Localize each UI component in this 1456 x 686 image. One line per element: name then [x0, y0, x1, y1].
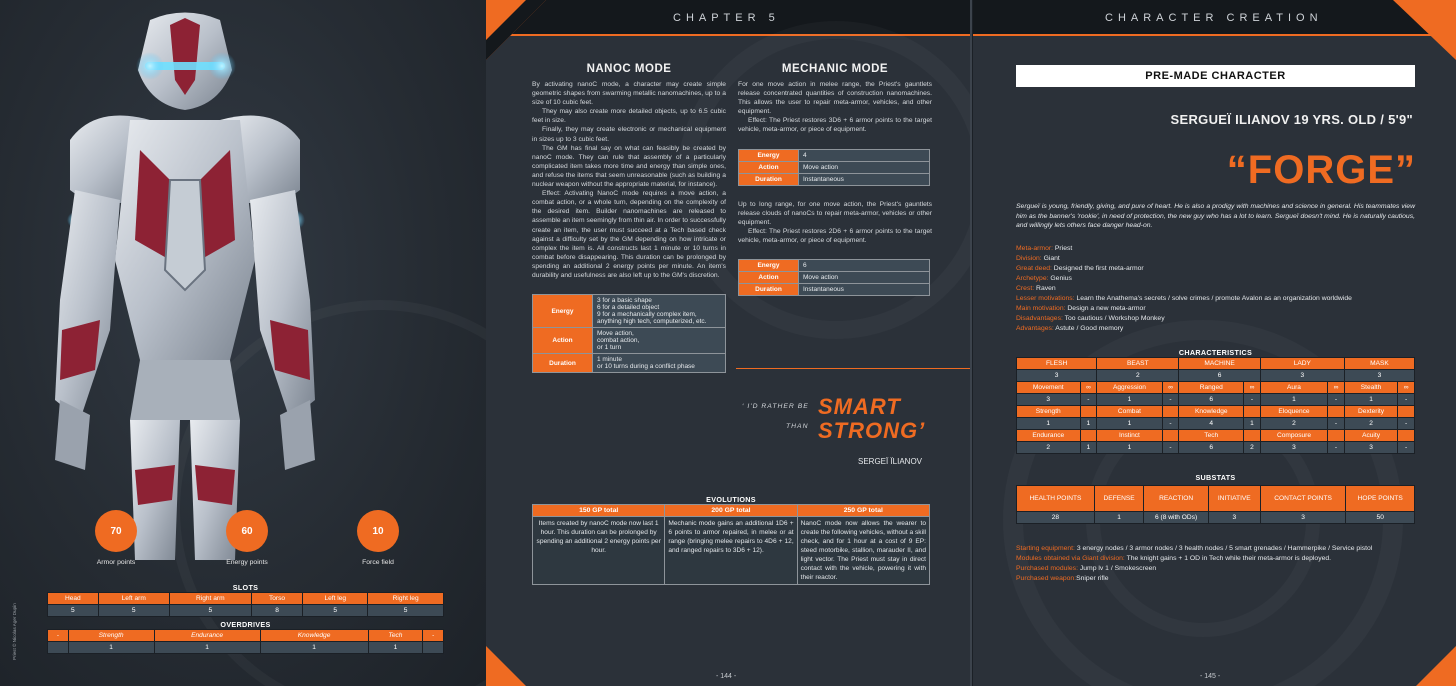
paragraph: They may also create more detailed objects, up to 6.5 cubic feet in size. [532, 108, 726, 125]
overdrive-symbol [1398, 430, 1415, 442]
characteristics-block [1016, 348, 1415, 454]
info-line [1016, 294, 1416, 304]
overdrive-symbol: ∞ [1398, 382, 1415, 394]
characteristic-value: 1 [1097, 394, 1162, 406]
evolution-header: 150 GP total [533, 505, 665, 517]
overdrive-symbol: ∞ [1328, 382, 1345, 394]
overdrive-value [423, 642, 444, 654]
energy-points-label: Energy points [226, 559, 268, 566]
info-line [1016, 314, 1416, 324]
overdrive-value: 1 [68, 642, 154, 654]
overdrive-symbol [1328, 406, 1345, 418]
info-label: Advantages: [1016, 325, 1054, 332]
substat-header: CONTACT POINTS [1260, 486, 1346, 512]
page-145 [973, 0, 1456, 686]
force-field-label: Force field [362, 559, 394, 566]
aspect-value: 6 [1179, 370, 1261, 382]
characteristic-value: 6 [1179, 442, 1244, 454]
substat-value: 50 [1346, 512, 1415, 524]
characteristic-name: Dexterity [1344, 406, 1397, 418]
overdrive-symbol [1080, 430, 1097, 442]
paragraph: The GM has final say on what can feasibly be created by nanoC mode. They can rule that assembly of a particularly complicated item takes more time and energy than simple ones, and refuse the items that seem unreasonable (such as building a nuclear weapon without the appropriate material, for instance). [532, 144, 726, 189]
quote-strong: STRONG’ [818, 418, 926, 443]
aspect-name: LADY [1260, 358, 1344, 370]
overdrive-value: 1 [1080, 418, 1097, 430]
characteristic-value: 1 [1017, 418, 1081, 430]
substat-header: REACTION [1144, 486, 1209, 512]
overdrive-value: - [1162, 442, 1179, 454]
overdrive-value: 2 [1244, 442, 1261, 454]
overdrives-table [47, 629, 444, 654]
overdrive-value: - [1244, 394, 1261, 406]
overdrive-value: - [1162, 418, 1179, 430]
table-key: Action [533, 328, 593, 354]
evolutions-block [532, 495, 930, 585]
substats-title: SUBSTATS [1195, 473, 1236, 482]
armor-points-badge: 70 [95, 510, 137, 552]
info-value: Jump lv 1 / Smokescreen [1077, 565, 1157, 572]
quote-divider [736, 368, 972, 369]
force-field-badge: 10 [357, 510, 399, 552]
slot-header: Head [48, 593, 99, 605]
characteristic-value: 1 [1344, 394, 1397, 406]
characteristic-value: 2 [1344, 418, 1397, 430]
info-line [1016, 564, 1421, 574]
overdrive-symbol: ∞ [1080, 382, 1097, 394]
overdrive-value: 1 [260, 642, 368, 654]
slot-header: Left leg [303, 593, 368, 605]
paragraph: By activating nanoC mode, a character may create simple geometric shapes from swarming metallic nanomachines, up to a size of 10 cubic feet. [532, 81, 726, 107]
overdrive-header: - [48, 630, 69, 642]
overdrive-symbol [1080, 406, 1097, 418]
characteristic-value: 3 [1017, 394, 1081, 406]
paragraph: Effect: The Priest restores 2D6 + 6 armor points to the target vehicle, meta-armor, or piece of equipment. [738, 227, 932, 244]
character-name: SERGUEÏ ILIANOV 19 YRS. OLD / 5'9" [1170, 112, 1413, 127]
paragraph: For one move action in melee range, the Priest's gauntlets release concentrated quantities of construction nanomachines. This allows the user to repair meta-armor, vehicles, and other equipment. [738, 81, 932, 116]
equipment-list [1016, 544, 1421, 584]
overdrive-header: Knowledge [260, 630, 368, 642]
quote-smart: SMART [818, 394, 901, 419]
slot-value: 5 [48, 605, 99, 617]
overdrive-value: - [1398, 442, 1415, 454]
table-value: Move action, combat action, or 1 turn [593, 328, 726, 354]
evolution-header: 200 GP total [665, 505, 797, 517]
evolution-cell: Items created by nanoC mode now last 1 hour. This duration can be prolonged by spending an additional 2 energy points per hour. [533, 517, 665, 585]
info-value: 3 energy nodes / 3 armor nodes / 3 health nodes / 5 smart grenades / Hammerpike / Service pistol [1074, 545, 1373, 552]
chapter-header: CHAPTER 5 [673, 12, 780, 24]
character-description: Sergueï is young, friendly, giving, and pure of heart. He is also a prodigy with machines and science in general. His teammates view him as the banner's 'rookie', in need of protection, the new guy who has a lot to learn. Sergueï doesn't mind. He is naturally cautious, and willingly lets others face danger head-on. [1016, 203, 1415, 230]
info-line [1016, 304, 1416, 314]
info-label: Archetype: [1016, 275, 1049, 282]
slots-block [47, 583, 444, 654]
evolution-header: 250 GP total [797, 505, 929, 517]
overdrive-header: Tech [368, 630, 423, 642]
evolutions-table [532, 504, 930, 585]
info-label: Lesser motivations: [1016, 295, 1075, 302]
armor-points-label: Armor points [96, 559, 136, 566]
mechanic-title: MECHANIC MODE [781, 63, 889, 75]
mechanic-text-range [738, 200, 932, 245]
paragraph: Up to long range, for one move action, the Priest's gauntlets release clouds of nanoCs to repair meta-armor, vehicles or other equipment. [738, 200, 932, 226]
overdrive-header: Endurance [154, 630, 260, 642]
slot-header: Right arm [169, 593, 251, 605]
info-value: Design a new meta-armor [1065, 305, 1146, 312]
characteristic-name: Stealth [1344, 382, 1397, 394]
characteristic-value: 4 [1179, 418, 1244, 430]
characteristic-value: 2 [1260, 418, 1327, 430]
table-key: Energy [739, 260, 799, 272]
table-value: 1 minute or 10 turns during a conflict phase [593, 354, 726, 373]
quote-pre-2: THAN [786, 423, 809, 430]
energy-points-badge: 60 [226, 510, 268, 552]
substat-value: 28 [1017, 512, 1095, 524]
info-value: Too cautious / Workshop Monkey [1062, 315, 1165, 322]
characteristic-value: 1 [1097, 418, 1162, 430]
nanoc-text [532, 80, 726, 280]
aspect-name: MASK [1344, 358, 1414, 370]
substat-value: 3 [1208, 512, 1260, 524]
characteristic-name: Endurance [1017, 430, 1081, 442]
slot-value: 5 [98, 605, 169, 617]
table-key: Action [739, 272, 799, 284]
info-line [1016, 244, 1416, 254]
evolution-cell: NanoC mode now allows the wearer to create the following vehicles, without a skill check, and for 1 hour at a cost of 9 EP: steed motorbike, stallion, marauder II, and light vector. The Priest must stay in direct contact with the vehicle, powering it with their reactor. [797, 517, 929, 585]
substat-value: 6 (8 with ODs) [1144, 512, 1209, 524]
table-value: Instantaneous [799, 284, 930, 296]
overdrive-header: - [423, 630, 444, 642]
page-number-145: - 145 - [1200, 673, 1221, 680]
slot-value: 5 [368, 605, 444, 617]
info-value: Learn the Anathema's secrets / solve crimes / promote Avalon as an organization worldwide [1074, 295, 1352, 302]
table-value: Move action [799, 161, 930, 173]
overdrive-value: - [1162, 394, 1179, 406]
overdrives-title: OVERDRIVES [220, 620, 271, 629]
overdrive-value: - [1398, 394, 1415, 406]
paragraph: Finally, they may create electronic or mechanical equipment in sizes up to 3 cubic feet. [532, 126, 726, 143]
slot-value: 5 [303, 605, 368, 617]
overdrive-symbol [1162, 430, 1179, 442]
slots-table [47, 592, 444, 617]
page-144 [486, 0, 972, 686]
overdrive-symbol [1328, 430, 1345, 442]
slots-title: SLOTS [232, 583, 259, 592]
info-value: Giant [1041, 255, 1060, 262]
section-header: CHARACTER CREATION [1105, 12, 1323, 24]
info-line [1016, 324, 1416, 334]
aspect-name: FLESH [1017, 358, 1097, 370]
characteristic-name: Ranged [1179, 382, 1244, 394]
mechanic-table-range [738, 259, 930, 296]
characteristic-value: 3 [1344, 442, 1397, 454]
overdrive-symbol [1244, 430, 1261, 442]
table-key: Duration [739, 284, 799, 296]
characteristic-name: Acuity [1344, 430, 1397, 442]
substat-header: DEFENSE [1094, 486, 1143, 512]
mechanic-table-melee [738, 149, 930, 186]
characteristic-value: 1 [1097, 442, 1162, 454]
paragraph: Effect: The Priest restores 3D6 + 6 armor points to the target vehicle, meta-armor, or piece of equipment. [738, 117, 932, 134]
info-label: Division: [1016, 255, 1042, 262]
info-line [1016, 544, 1421, 554]
overdrive-value: - [1398, 418, 1415, 430]
overdrive-value: - [1080, 394, 1097, 406]
slot-header: Right leg [368, 593, 444, 605]
info-value: Designed the first meta-armor [1051, 265, 1144, 272]
info-label: Modules obtained via Giant division: [1016, 555, 1125, 562]
character-info-list [1016, 244, 1416, 334]
characteristic-value: 3 [1260, 442, 1327, 454]
info-label: Disadvantages: [1016, 315, 1063, 322]
overdrive-value: 1 [154, 642, 260, 654]
overdrive-header: Strength [68, 630, 154, 642]
evolutions-title: EVOLUTIONS [706, 495, 756, 504]
aspect-value: 3 [1260, 370, 1344, 382]
substat-header: INITIATIVE [1208, 486, 1260, 512]
substat-value: 1 [1094, 512, 1143, 524]
info-value: The knight gains + 1 OD in Tech while their meta-armor is deployed. [1124, 555, 1332, 562]
substat-value: 3 [1260, 512, 1346, 524]
overdrive-value: - [1328, 442, 1345, 454]
quote-pre-1: ‘ I'D RATHER BE [742, 403, 809, 410]
info-label: Meta-armor: [1016, 245, 1054, 252]
mechanic-section [738, 63, 932, 296]
aspect-name: MACHINE [1179, 358, 1261, 370]
table-key: Duration [739, 173, 799, 185]
info-label: Starting equipment: [1016, 545, 1075, 552]
character-nickname: “FORGE” [1226, 148, 1416, 192]
characteristic-name: Composure [1260, 430, 1327, 442]
substats-table [1016, 485, 1415, 524]
overdrive-value: - [1328, 418, 1345, 430]
premade-banner: PRE-MADE CHARACTER [1016, 65, 1415, 87]
table-value: 3 for a basic shape 6 for a detailed object 9 for a mechanically complex item, anything high tech, computerized, etc. [593, 295, 726, 328]
left-page-artwork [0, 0, 486, 686]
characteristic-name: Tech [1179, 430, 1244, 442]
info-line [1016, 264, 1416, 274]
info-line [1016, 274, 1416, 284]
art-credit: Priest © Nicolas Ager Dupin [12, 603, 17, 660]
overdrive-value [48, 642, 69, 654]
table-key: Action [739, 161, 799, 173]
aspect-value: 3 [1344, 370, 1414, 382]
substats-block [1016, 473, 1415, 524]
info-label: Purchased modules: [1016, 565, 1078, 572]
slot-value: 8 [251, 605, 303, 617]
info-line [1016, 284, 1416, 294]
overdrive-value: 1 [368, 642, 423, 654]
overdrive-symbol [1244, 406, 1261, 418]
info-value: Sniper rifle [1076, 575, 1109, 582]
info-line [1016, 574, 1421, 584]
paragraph: Effect: Activating NanoC mode requires a move action, a combat action, or a whole turn, depending on the complexity of the desired item. Builder nanomachines are released to assemble an item seemingly from thin air. In order to successfully create an item, the user must succeed at a Tech based check against a difficulty set by the GM depending on how intricate or complex the item is. All constructs last 1 minute or 10 turns in combat before disappearing. This duration can be prolonged by spending an additional 2 energy points per minute. An item's durability and usefulness are also left up to the GM's discretion. [532, 190, 726, 279]
info-value: Raven [1034, 285, 1056, 292]
info-line [1016, 554, 1421, 564]
substat-header: HEALTH POINTS [1017, 486, 1095, 512]
info-label: Main motivation: [1016, 305, 1066, 312]
info-value: Astute / Good memory [1053, 325, 1124, 332]
characteristic-value: 6 [1179, 394, 1244, 406]
characteristic-name: Eloquence [1260, 406, 1327, 418]
table-value: Instantaneous [799, 173, 930, 185]
overdrive-symbol [1162, 406, 1179, 418]
page-number-144: - 144 - [716, 673, 737, 680]
nanoc-section [532, 63, 726, 373]
aspect-value: 3 [1017, 370, 1097, 382]
info-label: Crest: [1016, 285, 1035, 292]
overdrive-symbol [1398, 406, 1415, 418]
slot-header: Left arm [98, 593, 169, 605]
table-value: Move action [799, 272, 930, 284]
characteristic-name: Aggression [1097, 382, 1162, 394]
quote-author: SERGEÏ ÏLIANOV [858, 457, 923, 466]
overdrive-symbol: ∞ [1162, 382, 1179, 394]
info-label: Great deed: [1016, 265, 1052, 272]
overdrive-symbol: ∞ [1244, 382, 1261, 394]
info-value: Priest [1053, 245, 1073, 252]
characteristic-name: Aura [1260, 382, 1327, 394]
characteristics-table [1016, 357, 1415, 454]
slot-header: Torso [251, 593, 303, 605]
table-value: 4 [799, 149, 930, 161]
characteristics-title: CHARACTERISTICS [1178, 348, 1253, 357]
characteristic-name: Knowledge [1179, 406, 1244, 418]
aspect-name: BEAST [1097, 358, 1179, 370]
table-key: Duration [533, 354, 593, 373]
info-line [1016, 254, 1416, 264]
aspect-value: 2 [1097, 370, 1179, 382]
characteristic-value: 2 [1017, 442, 1081, 454]
nanoc-title: NANOC MODE [586, 63, 672, 75]
overdrive-value: 1 [1244, 418, 1261, 430]
table-value: 6 [799, 260, 930, 272]
table-key: Energy [739, 149, 799, 161]
evolution-cell: Mechanic mode gains an additional 1D6 + 6 points to armor repaired, in melee or at range (bringing melee repairs to 4D6 + 12, and ranged repairs to 3D6 + 12). [665, 517, 797, 585]
nanoc-table [532, 294, 726, 373]
info-label: Purchased weapon: [1016, 575, 1077, 582]
slot-value: 5 [169, 605, 251, 617]
characteristic-name: Movement [1017, 382, 1081, 394]
overdrive-value: - [1328, 394, 1345, 406]
table-key: Energy [533, 295, 593, 328]
characteristic-name: Instinct [1097, 430, 1162, 442]
info-value: Genius [1048, 275, 1072, 282]
characteristic-name: Combat [1097, 406, 1162, 418]
characteristic-name: Strength [1017, 406, 1081, 418]
characteristic-value: 1 [1260, 394, 1327, 406]
overdrive-value: 1 [1080, 442, 1097, 454]
substat-header: HOPE POINTS [1346, 486, 1415, 512]
mechanic-text-melee [738, 80, 932, 135]
